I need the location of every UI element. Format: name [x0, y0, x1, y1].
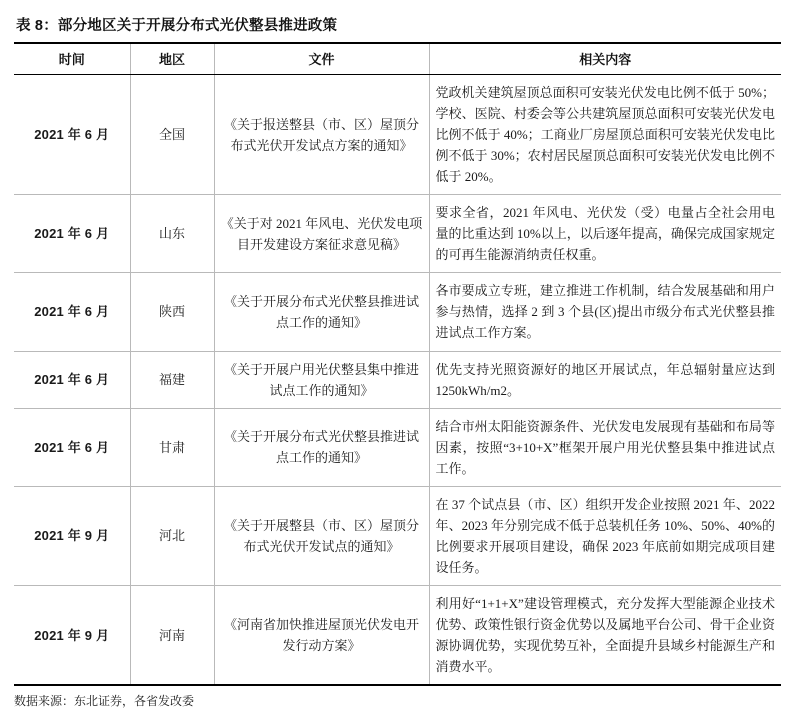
cell-content: 各市要成立专班，建立推进工作机制，结合发展基础和用户参与热情，选择 2 到 3 个县(区)提出市级分布式光伏整县推进试点工作方案。	[429, 273, 781, 351]
table-row	[14, 351, 781, 408]
cell-content: 要求全省，2021 年风电、光伏发（受）电量占全社会用电量的比重达到 10%以上，以后逐年提高，确保完成国家规定的可再生能源消纳责任权重。	[429, 195, 781, 273]
table-header-row	[14, 43, 781, 75]
table-row	[14, 75, 781, 195]
source-note: 数据来源：东北证券，各省发改委	[14, 694, 195, 708]
cell-time: 2021 年 6 月	[14, 273, 130, 351]
table-row	[14, 408, 781, 486]
cell-time: 2021 年 9 月	[14, 585, 130, 685]
table-title: 表 8：部分地区关于开展分布式光伏整县推进政策	[16, 18, 338, 34]
cell-content: 结合市州太阳能资源条件、光伏发电发展现有基础和布局等因素，按照“3+10+X”框架开展户用光伏整县集中推进试点工作。	[429, 408, 781, 486]
table-header	[14, 43, 781, 75]
table-row	[14, 486, 781, 585]
table-row	[14, 195, 781, 273]
table-row	[14, 585, 781, 685]
cell-region: 河北	[130, 486, 214, 585]
cell-document: 《关于报送整县（市、区）屋顶分布式光伏开发试点方案的通知》	[214, 75, 429, 195]
cell-document: 《关于开展整县（市、区）屋顶分布式光伏开发试点的通知》	[214, 486, 429, 585]
cell-content: 利用好“1+1+X”建设管理模式，充分发挥大型能源企业技术优势、政策性银行资金优势以及属地平台公司、骨干企业资源协调优势，实现优势互补，全面提升县域乡村能源生产和消费水平。	[429, 585, 781, 685]
cell-time: 2021 年 9 月	[14, 486, 130, 585]
cell-content: 在 37 个试点县（市、区）组织开发企业按照 2021 年、2022 年、2023 年分别完成不低于总装机任务 10%、50%、40%的比例要求开展项目建设，确保 2023 年底前如期完成项目建设任务。	[429, 486, 781, 585]
cell-region: 福建	[130, 351, 214, 408]
cell-time: 2021 年 6 月	[14, 351, 130, 408]
column-header-time: 时间	[14, 43, 130, 75]
cell-document: 《关于对 2021 年风电、光伏发电项目开发建设方案征求意见稿》	[214, 195, 429, 273]
cell-time: 2021 年 6 月	[14, 408, 130, 486]
table-row	[14, 273, 781, 351]
column-header-document: 文件	[214, 43, 429, 75]
cell-time: 2021 年 6 月	[14, 195, 130, 273]
cell-region: 甘肃	[130, 408, 214, 486]
cell-document: 《河南省加快推进屋顶光伏发电开发行动方案》	[214, 585, 429, 685]
cell-region: 陕西	[130, 273, 214, 351]
policy-table	[14, 42, 781, 686]
cell-region: 河南	[130, 585, 214, 685]
cell-document: 《关于开展户用光伏整县集中推进试点工作的通知》	[214, 351, 429, 408]
column-header-content: 相关内容	[429, 43, 781, 75]
column-header-region: 地区	[130, 43, 214, 75]
cell-content: 优先支持光照资源好的地区开展试点，年总辐射量应达到 1250kWh/m2。	[429, 351, 781, 408]
table-body	[14, 75, 781, 686]
cell-document: 《关于开展分布式光伏整县推进试点工作的通知》	[214, 273, 429, 351]
cell-time: 2021 年 6 月	[14, 75, 130, 195]
cell-region: 全国	[130, 75, 214, 195]
cell-content: 党政机关建筑屋顶总面积可安装光伏发电比例不低于 50%；学校、医院、村委会等公共建筑屋顶总面积可安装光伏发电比例不低于 40%；工商业厂房屋顶总面积可安装光伏发电比例不低于 30%；农村居民屋顶总面积可安装光伏发电比例不低于 20%。	[429, 75, 781, 195]
cell-document: 《关于开展分布式光伏整县推进试点工作的通知》	[214, 408, 429, 486]
cell-region: 山东	[130, 195, 214, 273]
